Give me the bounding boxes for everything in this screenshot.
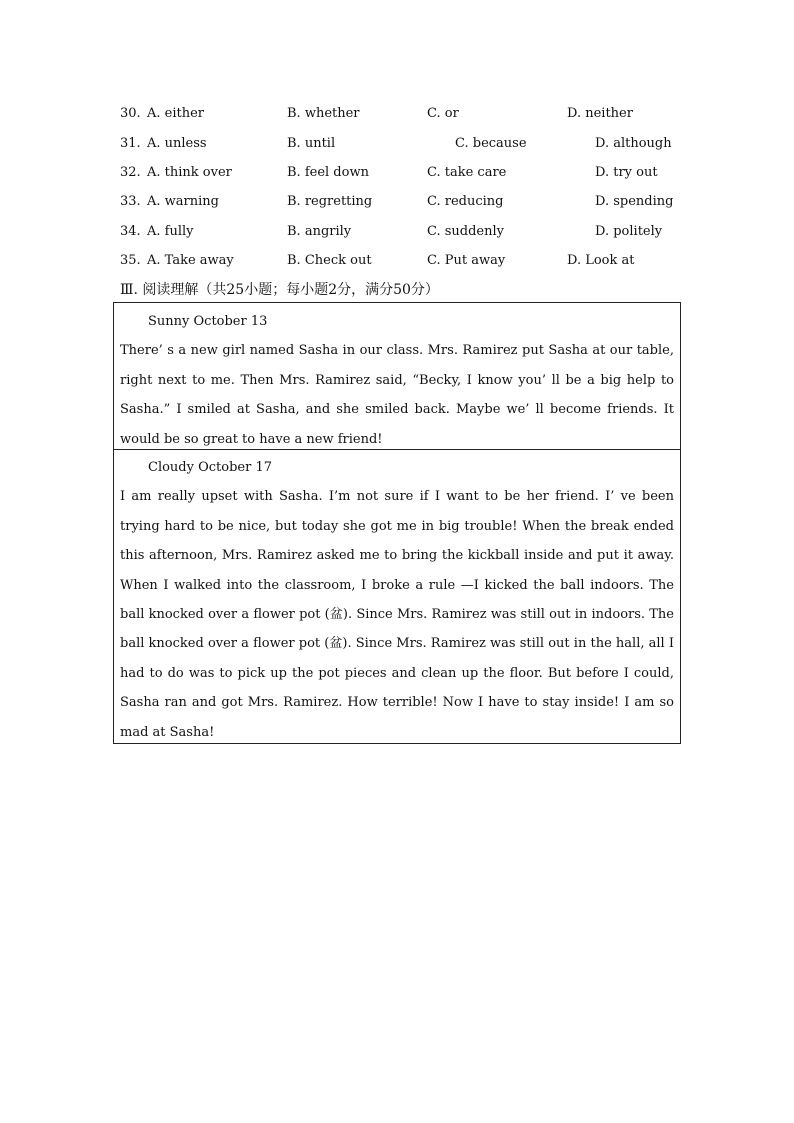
option-a: A. Take away xyxy=(147,253,234,268)
option-b: B. feel down xyxy=(287,165,369,180)
question-row-33 xyxy=(0,192,794,212)
diary-entry-box xyxy=(113,450,681,744)
option-c: C. because xyxy=(455,136,527,151)
option-a: A. fully xyxy=(147,224,194,239)
option-d: D. try out xyxy=(595,165,658,180)
option-b: B. Check out xyxy=(287,253,372,268)
diary-entry-content xyxy=(120,307,674,454)
question-number: 33. xyxy=(120,194,141,209)
option-b: B. angrily xyxy=(287,224,352,239)
question-number: 35. xyxy=(120,253,141,268)
option-d: D. although xyxy=(595,136,672,151)
option-b: B. whether xyxy=(287,106,360,121)
option-c: C. Put away xyxy=(427,253,506,268)
option-d: D. neither xyxy=(567,106,633,121)
diary-entry-content xyxy=(120,453,674,747)
option-a: A. think over xyxy=(147,165,232,180)
question-number: 30. xyxy=(120,106,141,121)
option-d: D. politely xyxy=(595,224,663,239)
option-c: C. reducing xyxy=(427,194,504,209)
option-d: D. spending xyxy=(595,194,674,209)
option-c: C. or xyxy=(427,106,459,121)
option-d: D. Look at xyxy=(567,253,635,268)
option-a: A. either xyxy=(147,106,205,121)
option-b: B. until xyxy=(287,136,336,151)
question-row-32 xyxy=(0,163,794,183)
diary-date: Cloudy October 17 xyxy=(148,460,272,475)
diary-entry-box xyxy=(113,302,681,450)
question-row-31 xyxy=(0,134,794,154)
option-a: A. unless xyxy=(147,136,207,151)
option-a: A. warning xyxy=(147,194,219,209)
diary-text: I am really upset with Sasha. I’m not sure if I want to be her friend. I’ ve been trying hard to be nice, but today she got me in big trouble! When the break ended this afternoon, Mrs. Ramirez asked me to bring the kickball inside and put it away. When I walked into the classroom, I broke a rule —I kicked the ball indoors. The ball knocked over a flower pot (盆). Since Mrs. Ramirez was still out in indoors. The ball knocked over a flower pot (盆). Since Mrs. Ramirez was still out in the hall, all I had to do was to pick up the pot pieces and clean up the floor. But before I could, Sasha ran and got Mrs. Ramirez. How terrible! Now I have to stay inside! I am so mad at Sasha! xyxy=(120,489,674,740)
question-row-30 xyxy=(0,104,794,124)
diary-text: There’ s a new girl named Sasha in our class. Mrs. Ramirez put Sasha at our table, right next to me. Then Mrs. Ramirez said, “Becky, I know you’ ll be a big help to Sasha.” I smiled at Sasha, and she smiled back. Maybe we’ ll become friends. It would be so great to have a new friend! xyxy=(120,343,674,447)
question-row-35 xyxy=(0,251,794,271)
option-b: B. regretting xyxy=(287,194,373,209)
option-c: C. suddenly xyxy=(427,224,505,239)
section-title: Ⅲ. 阅读理解（共25小题；每小题2分，满分50分） xyxy=(120,282,439,298)
question-number: 31. xyxy=(120,136,141,151)
question-row-34 xyxy=(0,222,794,242)
diary-date: Sunny October 13 xyxy=(148,314,268,329)
option-c: C. take care xyxy=(427,165,507,180)
question-number: 34. xyxy=(120,224,141,239)
question-number: 32. xyxy=(120,165,141,180)
